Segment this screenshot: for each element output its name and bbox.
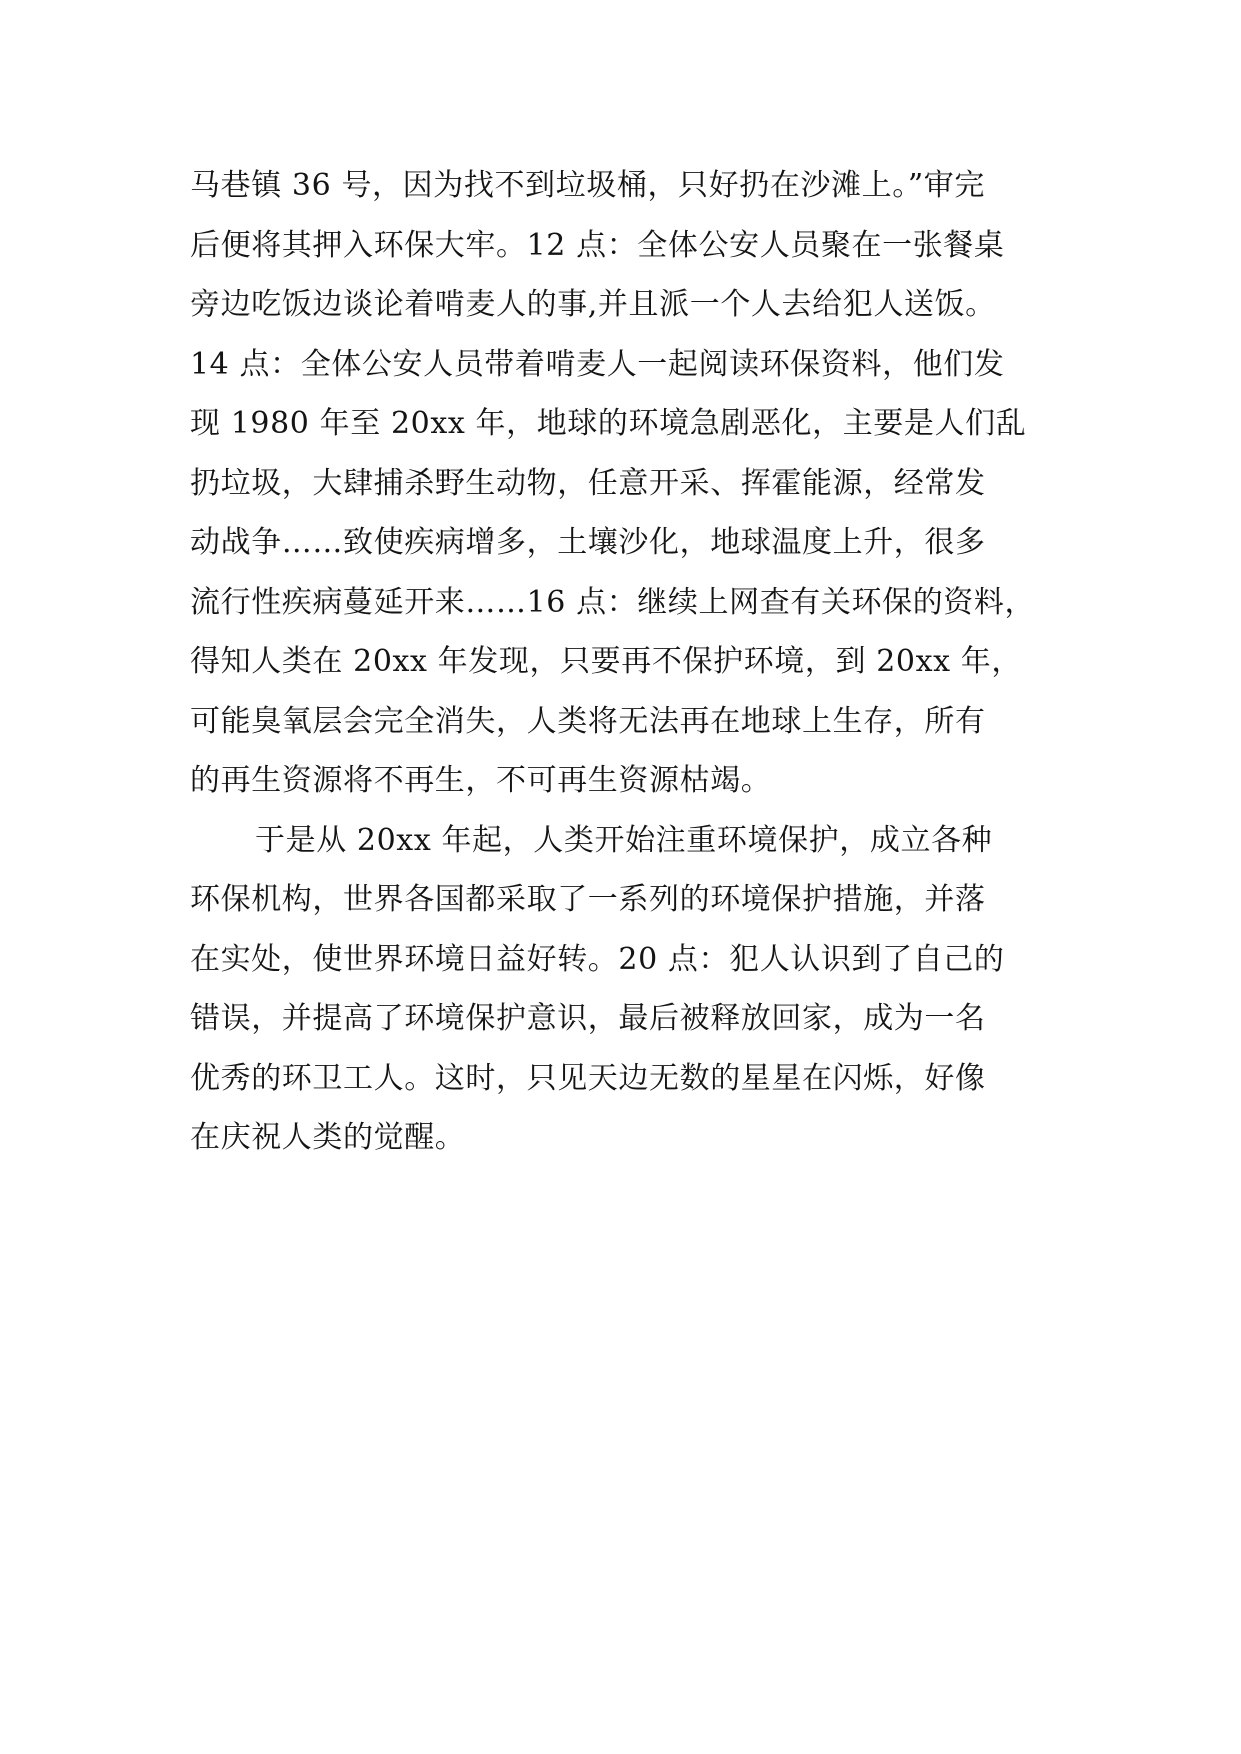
text-line: 错误，并提高了环境保护意识，最后被释放回家，成为一名 xyxy=(190,1001,986,1036)
text-line: 动战争……致使疾病增多，土壤沙化，地球温度上升，很多 xyxy=(190,525,986,560)
text-line: 在庆祝人类的觉醒。 xyxy=(190,1120,466,1155)
text-line: 在实处，使世界环境日益好转。20 点：犯人认识到了自己的 xyxy=(190,941,1005,977)
text-line: 后便将其押入环保大牢。12 点：全体公安人员聚在一张餐桌 xyxy=(190,227,1005,263)
paragraph-first-line: 于是从 20xx 年起，人类开始注重环境保护，成立各种 xyxy=(255,822,993,858)
text-line: 现 1980 年至 20xx 年，地球的环境急剧恶化，主要是人们乱 xyxy=(190,406,1027,441)
text-line: 优秀的环卫工人。这时，只见天边无数的星星在闪烁，好像 xyxy=(190,1060,986,1096)
text-line: 旁边吃饭边谈论着啃麦人的事,并且派一个人去给犯人送饭。 xyxy=(190,287,996,322)
text-line: 的再生资源将不再生，不可再生资源枯竭。 xyxy=(190,763,772,798)
document-body-text xyxy=(190,166,1090,1178)
text-line: 14 点：全体公安人员带着啃麦人一起阅读环保资料，他们发 xyxy=(190,346,1005,382)
text-line: 环保机构，世界各国都采取了一系列的环境保护措施，并落 xyxy=(190,882,986,917)
text-line: 马巷镇 36 号，因为找不到垃圾桶，只好扔在沙滩上。”审完 xyxy=(190,168,985,203)
text-line: 可能臭氧层会完全消失，人类将无法再在地球上生存，所有 xyxy=(190,703,986,739)
text-line: 扔垃圾，大肆捕杀野生动物，任意开采、挥霍能源，经常发 xyxy=(190,465,986,501)
text-line: 得知人类在 20xx 年发现，只要再不保护环境，到 20xx 年， xyxy=(190,644,1022,679)
text-line: 流行性疾病蔓延开来……16 点：继续上网查有关环保的资料， xyxy=(190,584,1036,620)
